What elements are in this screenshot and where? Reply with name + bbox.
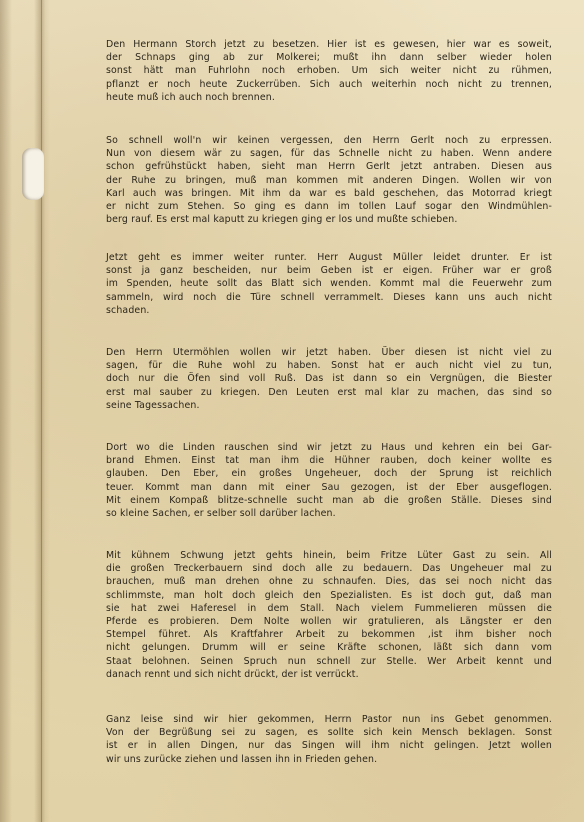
punch-hole — [22, 148, 44, 200]
text-line: Nun von diesem wär zu sagen, für das Schnelle nicht zu haben. Wenn andere — [106, 148, 552, 160]
text-line: Mit einem Kompaß blitze-schnelle sucht man ab die großen Ställe. Dieses sind — [106, 494, 552, 506]
text-line: sagen, für die Ruhe wohl zu haben. Sonst hat er auch nicht viel zu tun, — [106, 360, 552, 372]
text-line: Pferde es probieren. Dem Nolte wollen wir gratulieren, als Längster er den — [106, 616, 552, 628]
text-line: die großen Treckerbauern sind doch alle zu bedauern. Das Ungeheuer mal zu — [106, 563, 552, 575]
text-line: nicht gelungen. Drumm will er seine Kräfte schonen, läßt sich dann vom — [106, 642, 552, 654]
text-line: Staat belohnen. Seinen Spruch nun schnell zur Stelle. Wer Arbeit kennt und — [106, 655, 552, 667]
paper-edge-shading — [0, 0, 12, 822]
text-line: er nicht zum Stehen. So ging es dann im tollen Lauf sogar den Windmühlen- — [106, 201, 552, 213]
text-line: Stempel führet. Als Kraftfahrer Arbeit zu bekommen ,ist ihm bisher noch — [106, 629, 552, 641]
text-line: der Ruhe zu bringen, muß man kommen mit anderen Dingen. Wollen wir von — [106, 174, 552, 186]
text-line: Den Herrn Utermöhlen wollen wir jetzt haben. Über diesen ist nicht viel zu — [106, 347, 552, 358]
text-line: schon gefrühstückt haben, sieht man Herrn Gerlt jetzt antraben. Diesen aus — [106, 161, 552, 173]
stanza-mueller — [106, 251, 552, 317]
paper-fold-crease — [41, 0, 42, 822]
text-line: wir uns zurücke ziehen und lassen ihn in Frieden gehen. — [106, 753, 378, 765]
text-line: Dort wo die Linden rauschen sind wir jetzt zu Haus und kehren ein bei Gar- — [106, 442, 552, 453]
stanza-pastor — [106, 713, 552, 766]
text-line: Jetzt geht es immer weiter runter. Herr August Müller leidet drunter. Er ist — [106, 252, 552, 263]
text-line: seine Tagessachen. — [106, 399, 200, 411]
text-line: Ganz leise sind wir hier gekommen, Herrn Pastor nun ins Gebet genommen. — [106, 714, 552, 725]
text-line: Den Hermann Storch jetzt zu besetzen. Hier ist es gewesen, hier war es soweit, — [106, 39, 552, 50]
text-line: berg rauf. Es erst mal kaputt zu kriegen ging er los und mußte schieben. — [106, 214, 458, 226]
text-line: heute muß ich auch noch brennen. — [106, 91, 275, 103]
text-line: sonst hätt man Fuhrlohn noch erhoben. Um sich weiter nicht zu rühmen, — [106, 65, 552, 77]
stanza-gerlt — [106, 134, 552, 226]
text-line: So schnell woll'n wir keinen vergessen, den Herrn Gerlt noch zu erpressen. — [106, 135, 552, 146]
text-line: danach rennt und sich nicht drückt, der ist verrückt. — [106, 668, 359, 680]
text-line: glauben. Den Eber, ein großes Ungeheuer, doch der Sprung ist reichlich — [106, 468, 552, 480]
stanza-storch — [106, 38, 552, 104]
text-line: pflanzt er noch heute Zuckerrüben. Sich auch weiterhin noch nicht zu trennen, — [106, 78, 552, 90]
text-line: sammeln, wird noch die Türe schnell verrammelt. Dieses kann uns auch nicht — [106, 291, 552, 303]
text-line: Karl auch was bringen. Mit ihm da war es bald geschehen, das Motorrad kriegt — [106, 187, 552, 199]
text-line: Von der Begrüßung sei zu sagen, es sollte sich kein Mensch beklagen. Sonst — [106, 727, 552, 739]
text-line: im Spenden, heute sollt das Blatt sich wenden. Kommt mal die Feuerwehr zum — [106, 278, 552, 290]
text-line: doch nur die Öfen sind voll Ruß. Das ist dann so ein Vergnügen, die Biester — [106, 373, 552, 385]
text-line: so kleine Sachen, er selber soll darüber lachen. — [106, 508, 336, 520]
paper-fold-shadow — [34, 0, 50, 822]
stanza-ehmen — [106, 441, 552, 520]
text-line: teuer. Kommt man dann mit einer Sau gezogen, ist der Eber ausgeflogen. — [106, 481, 552, 493]
stanza-utermoehlen — [106, 346, 552, 412]
text-line: erst mal sauber zu kriegen. Den Leuten erst mal klar zu machen, das sind so — [106, 386, 552, 398]
text-line: sie hat zwei Haferesel in dem Stall. Nach vielem Fummelieren müssen die — [106, 602, 552, 614]
text-line: schlimmste, man holt doch gleich den Spezialisten. Es ist doch gut, daß man — [106, 589, 552, 601]
text-line: brauchen, muß man drehen ohne zu schnaufen. Dies, das sei noch nicht das — [106, 576, 552, 588]
text-line: sonst ja ganz bescheiden, nur beim Geben ist er eigen. Früher war er groß — [106, 265, 552, 277]
stanza-lueter — [106, 549, 552, 681]
text-line: ist er in allen Dingen, nur das Singen will ihm nicht gelingen. Jetzt wollen — [106, 740, 552, 752]
text-line: Mit kühnem Schwung jetzt gehts hinein, beim Fritze Lüter Gast zu sein. All — [106, 550, 552, 561]
text-line: schaden. — [106, 304, 150, 316]
text-line: der Schnaps ging ab zur Molkerei; mußt ihn dann selber wieder holen — [106, 52, 552, 64]
text-line: brand Ehmen. Einst tat man ihm die Hühner rauben, doch keiner wollte es — [106, 455, 552, 467]
